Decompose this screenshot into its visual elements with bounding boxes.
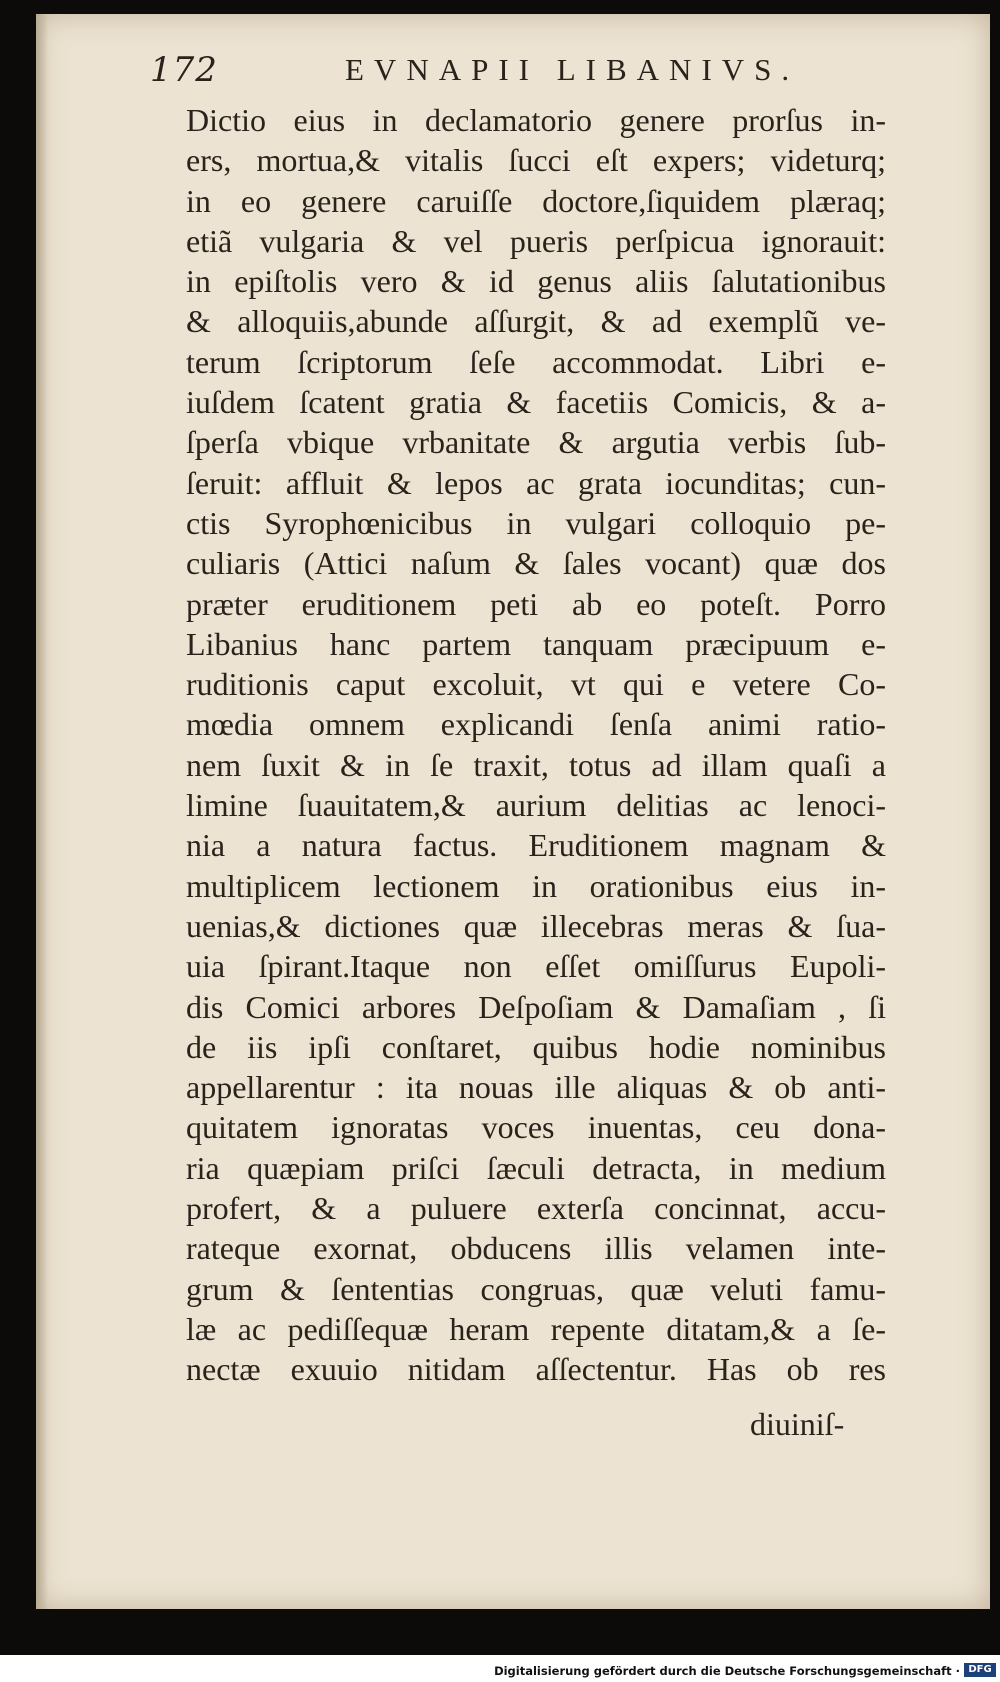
text-line: læ ac pediſſequæ heram repente ditatam,& a ſe-	[186, 1310, 886, 1347]
text-line: nia a natura factus. Eruditionem magnam &	[186, 827, 886, 864]
catchword: diuiniſ-	[750, 1406, 845, 1442]
text-line: & alloquiis,abunde aſſurgit, & ad exemplũ ve-	[186, 303, 886, 340]
text-line: profert, & a puluere exterſa concinnat, accu-	[186, 1190, 886, 1227]
text-line: ſperſa vbique vrbanitate & argutia verbis ſub-	[186, 424, 886, 461]
text-line: limine ſuauitatem,& aurium delitias ac lenoci-	[186, 787, 886, 824]
text-line: quitatem ignoratas voces inuentas, ceu dona-	[186, 1109, 886, 1146]
page-number: 172	[150, 50, 218, 90]
text-line: rateque exornat, obducens illis velamen inte-	[186, 1230, 886, 1267]
text-line: grum & ſententias congruas, quæ veluti famu-	[186, 1270, 886, 1307]
text-line: appellarentur : ita nouas ille aliquas & ob anti-	[186, 1069, 886, 1106]
text-line: ctis Syrophœnicibus in vulgari colloquio pe-	[186, 504, 886, 541]
text-line: ruditionis caput excoluit, vt qui e vetere Co-	[186, 666, 886, 703]
text-line: nem ſuxit & in ſe traxit, totus ad illam quaſi a	[186, 746, 886, 783]
text-line: de iis ipſi conſtaret, quibus hodie nominibus	[186, 1028, 886, 1065]
body-text	[186, 100, 886, 1390]
text-line: ria quæpiam priſci ſæculi detracta, in medium	[186, 1149, 886, 1186]
page-gutter-shadow	[36, 14, 48, 1609]
text-line: etiã vulgaria & vel pueris perſpicua ignorauit:	[186, 222, 886, 259]
text-line: ers, mortua,& vitalis ſucci eſt expers; videturq;	[186, 142, 886, 179]
text-line: iuſdem ſcatent gratia & facetiis Comicis, & a-	[186, 384, 886, 421]
running-head: EVNAPII LIBANIVS.	[345, 52, 800, 87]
text-line: culiaris (Attici naſum & ſales vocant) quæ dos	[186, 545, 886, 582]
text-line: mœdia omnem explicandi ſenſa animi ratio-	[186, 706, 886, 743]
text-line: uenias,& dictiones quæ illecebras meras & ſua-	[186, 907, 886, 944]
text-line: in epiſtolis vero & id genus aliis ſalutationibus	[186, 263, 886, 300]
text-line: dis Comici arbores Deſpoſiam & Damaſiam , ſi	[186, 988, 886, 1025]
text-line: præter eruditionem peti ab eo poteſt. Porro	[186, 585, 886, 622]
text-line: nectæ exuuio nitidam aſſectentur. Has ob res	[186, 1351, 886, 1388]
text-line: in eo genere caruiſſe doctore,ſiquidem plæraq;	[186, 182, 886, 219]
dfg-logo: DFG	[964, 1663, 996, 1677]
text-line: terum ſcriptorum ſeſe accommodat. Libri e-	[186, 343, 886, 380]
text-line: ſeruit: affluit & lepos ac grata iocunditas; cun-	[186, 464, 886, 501]
digitization-credit: Digitalisierung gefördert durch die Deutsche Forschungsgemeinschaft ·	[494, 1664, 960, 1678]
text-line: Dictio eius in declamatorio genere prorſus in-	[186, 102, 886, 138]
text-line: multiplicem lectionem in orationibus eius in-	[186, 867, 886, 904]
text-line: Libanius hanc partem tanquam præcipuum e-	[186, 625, 886, 662]
text-line: uia ſpirant.Itaque non eſſet omiſſurus Eupoli-	[186, 948, 886, 985]
